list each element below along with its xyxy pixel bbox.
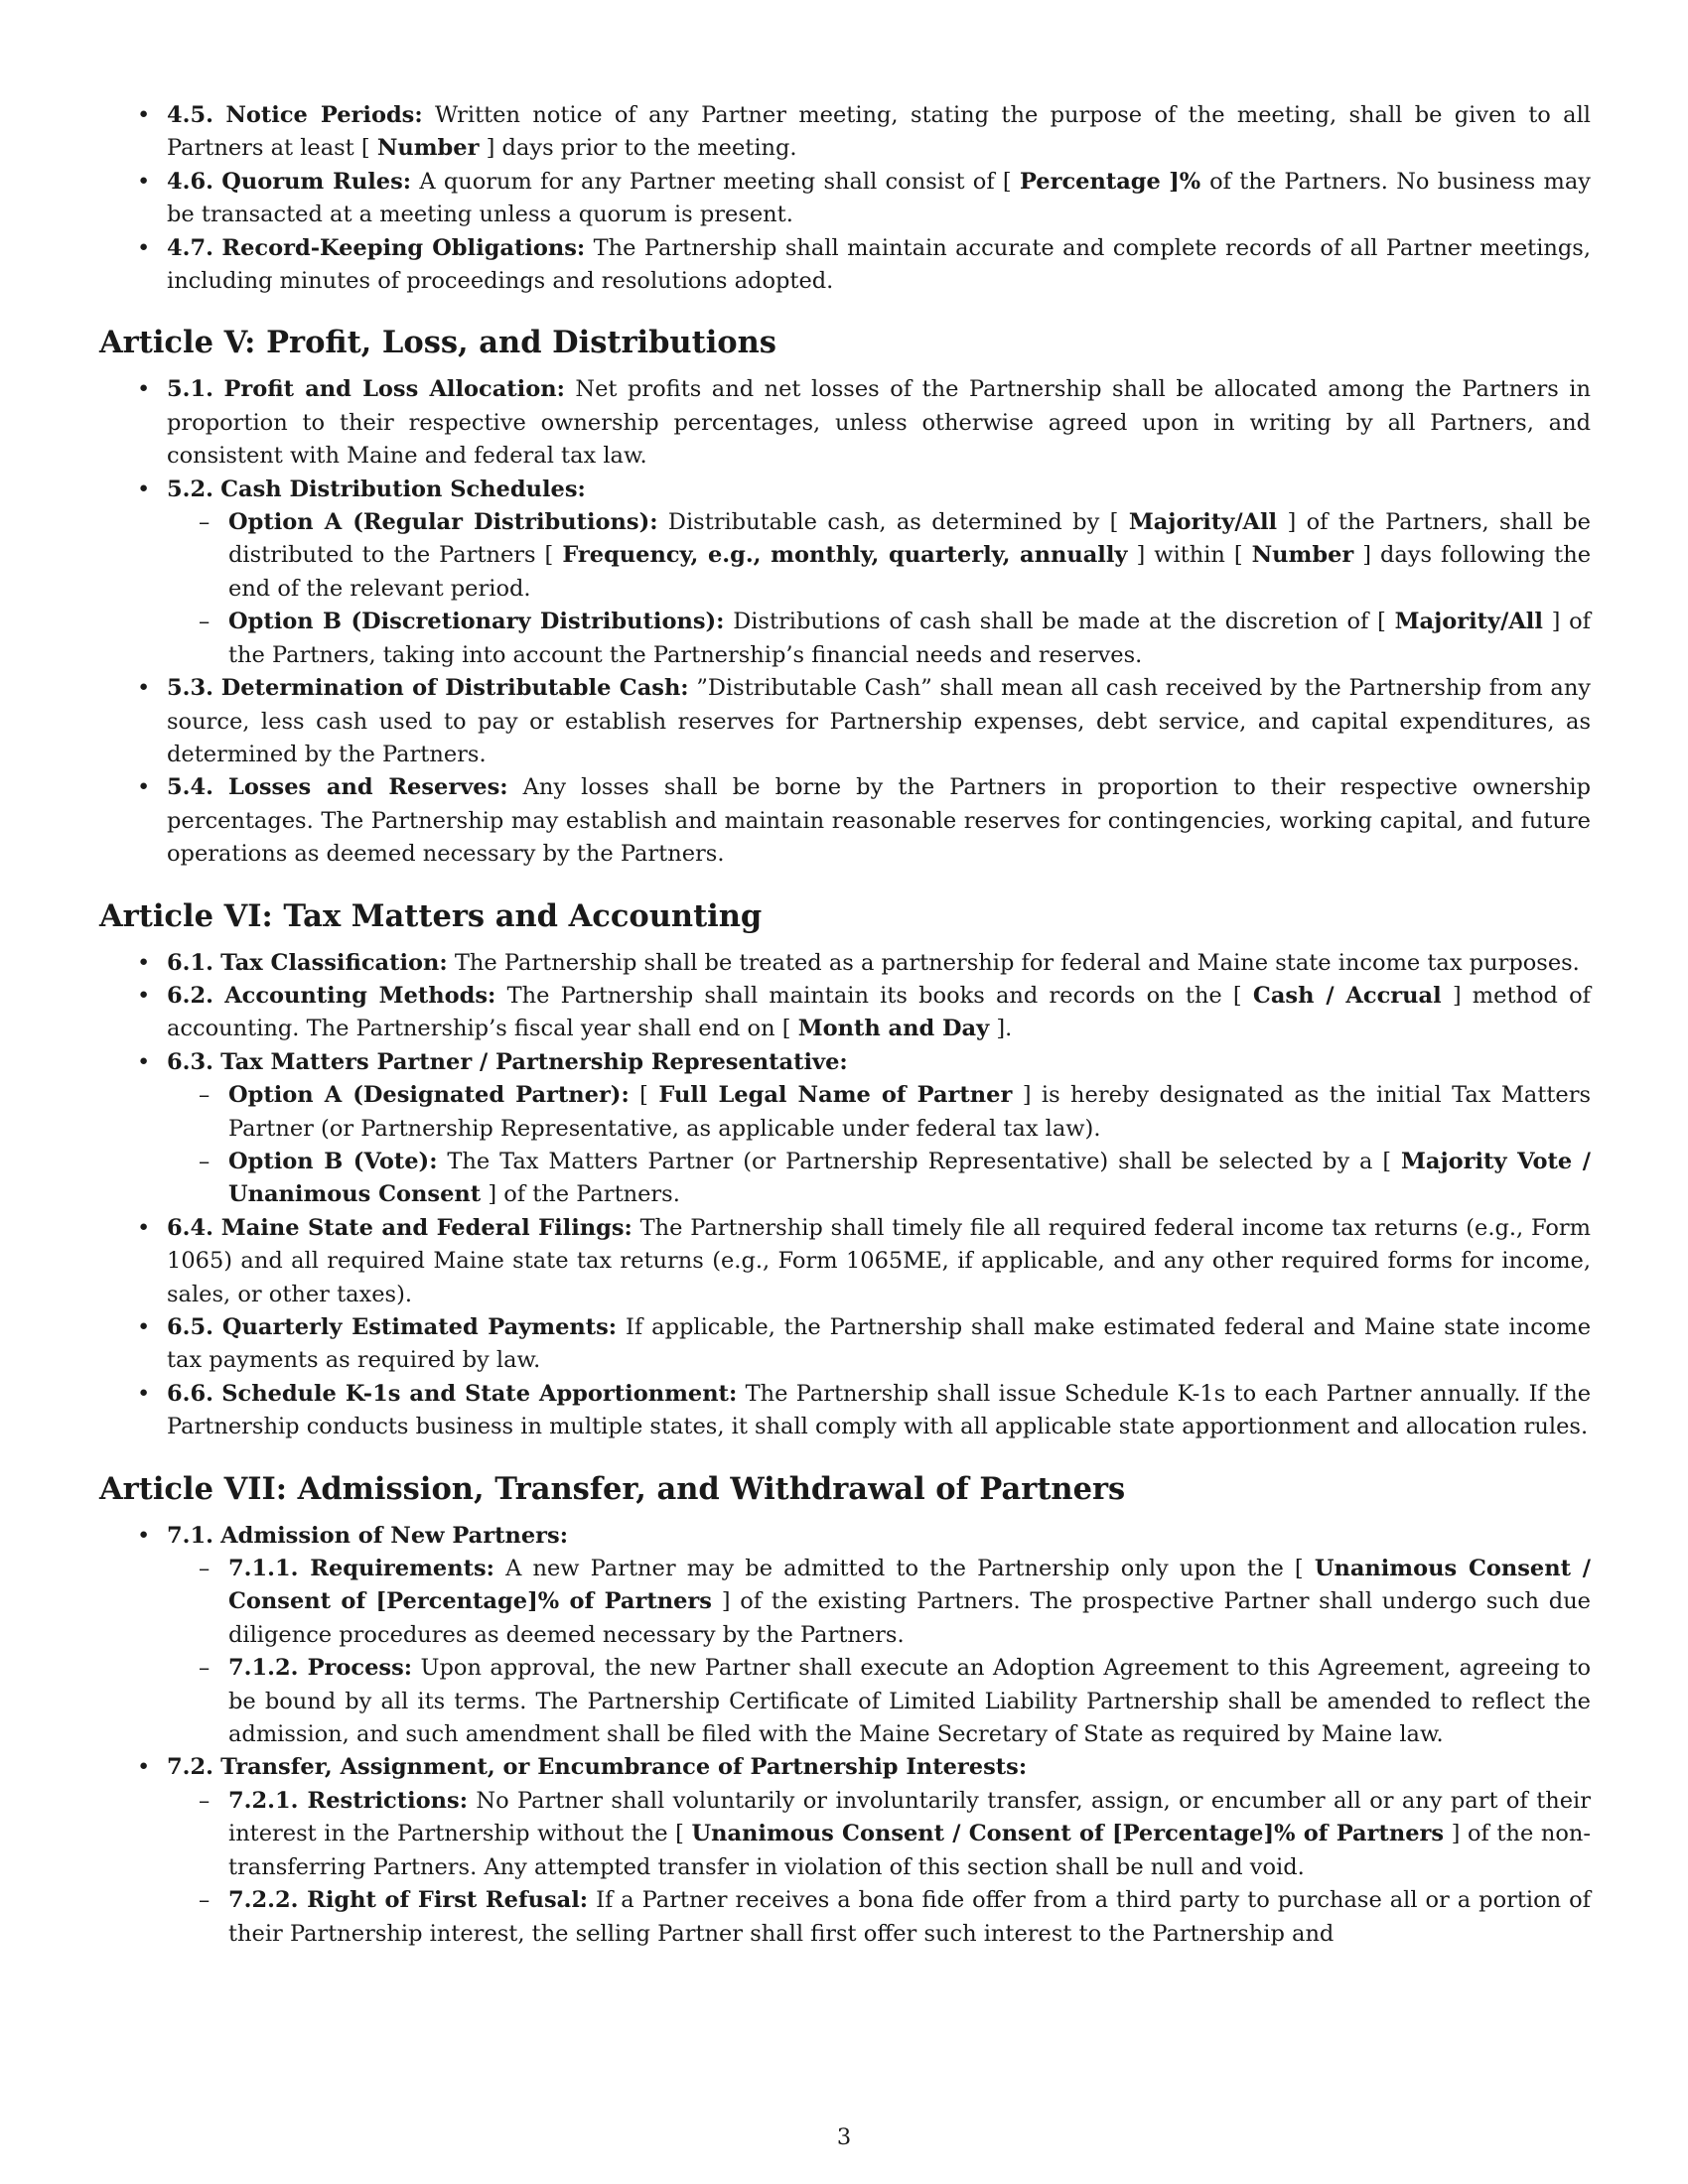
clause-title: Admission of New Partners: — [220, 1522, 569, 1549]
clause-title: Record-Keeping Obligations: — [221, 234, 586, 261]
clause-text: ] of the non-transferring Partners. Any attempted transfer in violation of this section shall be null and void. — [228, 1821, 1591, 1880]
sub-clause-item — [167, 1553, 1591, 1652]
bullet-marker: • — [137, 1048, 151, 1075]
clause-text: ] within [ — [1136, 542, 1243, 569]
clause-text: ] is hereby designated as the initial Tax Matters Partner (or Partnership Representative, as applicable under federal tax law). — [228, 1082, 1592, 1142]
clause-number: 7.1. — [167, 1522, 213, 1549]
clause-text: ] of the Partners. — [488, 1181, 680, 1208]
clause-text: Any losses shall be borne by the Partners in proportion to their respective ownership percentages. The Partnership may establish and maintain reasonable reserves for contingencies, working capital, and future operations as deemed necessary by the Partners. — [167, 774, 1591, 868]
article-7-items — [99, 1520, 1591, 1951]
clause-item — [99, 1378, 1591, 1444]
clause-title: Profit and Loss Allocation: — [223, 376, 565, 403]
clause-item — [99, 672, 1591, 771]
placeholder-field: Month and Day — [797, 1016, 990, 1042]
clause-title: Losses and Reserves: — [228, 774, 508, 801]
sub-clause-title: 7.2.2. Right of First Refusal: — [228, 1887, 589, 1914]
clause-item — [99, 99, 1591, 166]
bullet-marker: • — [137, 102, 151, 128]
clause-text: ] days prior to the meeting. — [486, 135, 797, 162]
article-5-items — [99, 373, 1591, 871]
sub-clause-title: Option B (Discretionary Distributions): — [228, 609, 725, 635]
sub-clause-title: 7.1.1. Requirements: — [228, 1556, 494, 1582]
sub-clause-item — [167, 1079, 1591, 1146]
bullet-marker: • — [137, 1314, 151, 1340]
bullet-marker: • — [137, 234, 151, 261]
sub-clause-title: 7.2.1. Restrictions: — [228, 1787, 469, 1814]
clause-text: Distributions of cash shall be made at the discretion of [ — [733, 609, 1386, 635]
article-6-heading: Article VI: Tax Matters and Accounting — [99, 897, 763, 934]
clause-item — [99, 1751, 1591, 1950]
clause-text: ] days following the end of the relevant period. — [228, 542, 1592, 602]
sub-clause-item — [167, 506, 1591, 606]
clause-title: Tax Matters Partner / Partnership Representative: — [220, 1048, 848, 1075]
bullet-marker: • — [137, 376, 151, 403]
clause-title: Tax Classification: — [220, 949, 448, 976]
clause-text: Distributable cash, as determined by [ — [667, 509, 1119, 536]
sub-clause-title: 7.1.2. Process: — [228, 1655, 413, 1682]
sub-clause-title: Option B (Vote): — [228, 1148, 438, 1174]
clause-number: 4.6. — [167, 168, 213, 195]
clause-title: Maine State and Federal Filings: — [220, 1214, 633, 1241]
clause-title: Notice Periods: — [225, 102, 423, 128]
bullet-marker: • — [137, 1214, 151, 1241]
clause-number: 5.2. — [167, 476, 213, 502]
clause-number: 6.1. — [167, 949, 213, 976]
clause-title: Accounting Methods: — [224, 982, 496, 1009]
clause-item — [99, 1311, 1591, 1378]
clause-item — [99, 1212, 1591, 1311]
clause-number: 4.5. — [167, 102, 213, 128]
clause-title: Schedule K-1s and State Apportionment: — [221, 1380, 738, 1407]
bullet-marker: • — [137, 774, 151, 801]
clause-text: ] method of accounting. The Partnership’s fiscal year shall end on [ — [167, 982, 1592, 1042]
sub-clause-item — [167, 1884, 1591, 1951]
clause-title: Cash Distribution Schedules: — [220, 476, 586, 502]
clause-number: 5.1. — [167, 376, 213, 403]
clause-text: ”Distributable Cash” shall mean all cash received by the Partnership from any source, less cash used to pay or establish reserves for Partnership expenses, debt service, and capital expenditures, as determined by the Partners. — [167, 675, 1592, 767]
placeholder-field: Number — [376, 135, 480, 162]
clause-text: ]. — [996, 1016, 1013, 1042]
placeholder-field: Majority Vote / Unanimous Consent — [228, 1148, 1591, 1208]
article-5-heading: Article V: Profit, Loss, and Distributions — [99, 325, 776, 361]
placeholder-field: Full Legal Name of Partner — [658, 1082, 1013, 1109]
sub-clause-title: Option A (Designated Partner): — [228, 1082, 630, 1109]
dash-marker: – — [199, 1556, 211, 1582]
clause-title: Transfer, Assignment, or Encumbrance of Partnership Interests: — [220, 1754, 1028, 1781]
clause-item — [99, 474, 1591, 672]
sub-clause-item — [167, 1652, 1591, 1751]
bullet-marker: • — [137, 1380, 151, 1407]
sub-clause-title: Option A (Regular Distributions): — [228, 509, 658, 536]
bullet-marker: • — [137, 1754, 151, 1781]
page-number: 3 — [836, 2124, 852, 2150]
clause-number: 5.4. — [167, 774, 213, 801]
clause-text: ] of the Partners, taking into account the Partnership’s financial needs and reserves. — [228, 609, 1592, 668]
clause-item — [99, 947, 1591, 980]
clause-item — [99, 373, 1591, 473]
clause-number: 6.4. — [167, 1214, 213, 1241]
placeholder-field: Unanimous Consent / Consent of [Percentage]% of Partners — [228, 1556, 1592, 1615]
sub-clause-list — [167, 1079, 1591, 1212]
dash-marker: – — [199, 1082, 211, 1109]
clause-text: Net profits and net losses of the Partnership shall be allocated among the Partners in proportion to their respective ownership percentages, unless otherwise agreed upon in writing by all Partners, and consistent with Maine and federal tax law. — [167, 376, 1591, 470]
clause-item — [99, 980, 1591, 1046]
sub-clause-item — [167, 606, 1591, 672]
dash-marker: – — [199, 1887, 211, 1914]
clause-text: No Partner shall voluntarily or involuntarily transfer, assign, or encumber all or any part of their interest in the Partnership without the [ — [228, 1787, 1591, 1847]
clause-text: The Partnership shall issue Schedule K-1s to each Partner annually. If the Partnership conducts business in multiple states, it shall comply with all applicable state apportionment and allocation rules. — [167, 1380, 1592, 1440]
clause-number: 6.6. — [167, 1380, 213, 1407]
clause-title: Determination of Distributable Cash: — [220, 675, 689, 702]
bullet-marker: • — [137, 675, 151, 702]
clause-number: 6.2. — [167, 982, 213, 1009]
clause-text: The Partnership shall maintain its books and records on the [ — [506, 982, 1242, 1009]
placeholder-field: Cash / Accrual — [1252, 982, 1442, 1009]
clause-text: A new Partner may be admitted to the Partnership only upon the [ — [505, 1556, 1304, 1582]
clause-title: Quorum Rules: — [221, 168, 412, 195]
sub-clause-list — [167, 1553, 1591, 1751]
clause-text: The Partnership shall be treated as a partnership for federal and Maine state income tax purposes. — [454, 949, 1580, 976]
bullet-marker: • — [137, 168, 151, 195]
clause-text: The Partnership shall timely file all required federal income tax returns (e.g., Form 1065) and all required Maine state tax returns (e.g., Form 1065ME, if applicable, and any other required forms for income, sales, or other taxes). — [167, 1214, 1591, 1307]
clause-text: The Tax Matters Partner (or Partnership Representative) shall be selected by a [ — [447, 1148, 1392, 1174]
clause-text: A quorum for any Partner meeting shall consist of [ — [419, 168, 1012, 195]
sub-clause-list — [167, 1785, 1591, 1951]
clause-item — [99, 232, 1591, 299]
bullet-marker: • — [137, 982, 151, 1009]
article-7-heading: Article VII: Admission, Transfer, and Withdrawal of Partners — [99, 1470, 1126, 1507]
bullet-marker: • — [137, 476, 151, 502]
clause-number: 6.5. — [167, 1314, 213, 1340]
clause-text: ] of the existing Partners. The prospective Partner shall undergo such due diligence procedures as deemed necessary by the Partners. — [228, 1588, 1592, 1648]
clause-number: 5.3. — [167, 675, 213, 702]
placeholder-field: Majority/All — [1394, 609, 1543, 635]
article-6-items — [99, 947, 1591, 1444]
bullet-marker: • — [137, 949, 151, 976]
clause-item — [99, 771, 1591, 871]
placeholder-field: Percentage — [1019, 168, 1161, 195]
dash-marker: – — [199, 509, 211, 536]
clause-text: If a Partner receives a bona fide offer from a third party to purchase all or a portion of their Partnership interest, the selling Partner shall first offer such interest to the Partnership and — [228, 1887, 1591, 1947]
clause-number: 7.2. — [167, 1754, 213, 1781]
clause-item — [99, 166, 1591, 232]
placeholder-field: Unanimous Consent / Consent of [Percentage]% of Partners — [691, 1821, 1445, 1847]
clause-text: If applicable, the Partnership shall make estimated federal and Maine state income tax payments as required by law. — [167, 1314, 1592, 1374]
article-4-items — [99, 99, 1591, 298]
dash-marker: – — [199, 1787, 211, 1814]
clause-text: Written notice of any Partner meeting, stating the purpose of the meeting, shall be given to all Partners at least [ — [167, 102, 1591, 162]
sub-clause-item — [167, 1146, 1591, 1212]
clause-number: 4.7. — [167, 234, 213, 261]
placeholder-field: Number — [1251, 542, 1354, 569]
clause-text: of the Partners. No business may be transacted at a meeting unless a quorum is present. — [167, 168, 1591, 228]
placeholder-field: Majority/All — [1128, 509, 1278, 536]
clause-number: 6.3. — [167, 1048, 213, 1075]
clause-item — [99, 1046, 1591, 1212]
dash-marker: – — [199, 1655, 211, 1682]
clause-text: Upon approval, the new Partner shall execute an Adoption Agreement to this Agreement, agreeing to be bound by all its terms. The Partnership Certificate of Limited Liability Partnership shall be amended to reflect the admission, and such amendment shall be filed with the Maine Secretary of State as required by Maine law. — [228, 1655, 1591, 1748]
dash-marker: – — [199, 1148, 211, 1174]
placeholder-field: Frequency, e.g., monthly, quarterly, annually — [562, 542, 1128, 569]
clause-text: ] of the Partners, shall be distributed to the Partners [ — [228, 509, 1591, 569]
clause-text: [ — [639, 1082, 648, 1109]
document-page — [99, 99, 1591, 1951]
placeholder-field: ]% — [1169, 168, 1210, 195]
clause-item — [99, 1520, 1591, 1752]
dash-marker: – — [199, 609, 211, 635]
sub-clause-list — [167, 506, 1591, 672]
sub-clause-item — [167, 1785, 1591, 1884]
clause-title: Quarterly Estimated Payments: — [221, 1314, 618, 1340]
bullet-marker: • — [137, 1522, 151, 1549]
clause-text: The Partnership shall maintain accurate and complete records of all Partner meetings, including minutes of proceedings and resolutions adopted. — [167, 234, 1592, 295]
